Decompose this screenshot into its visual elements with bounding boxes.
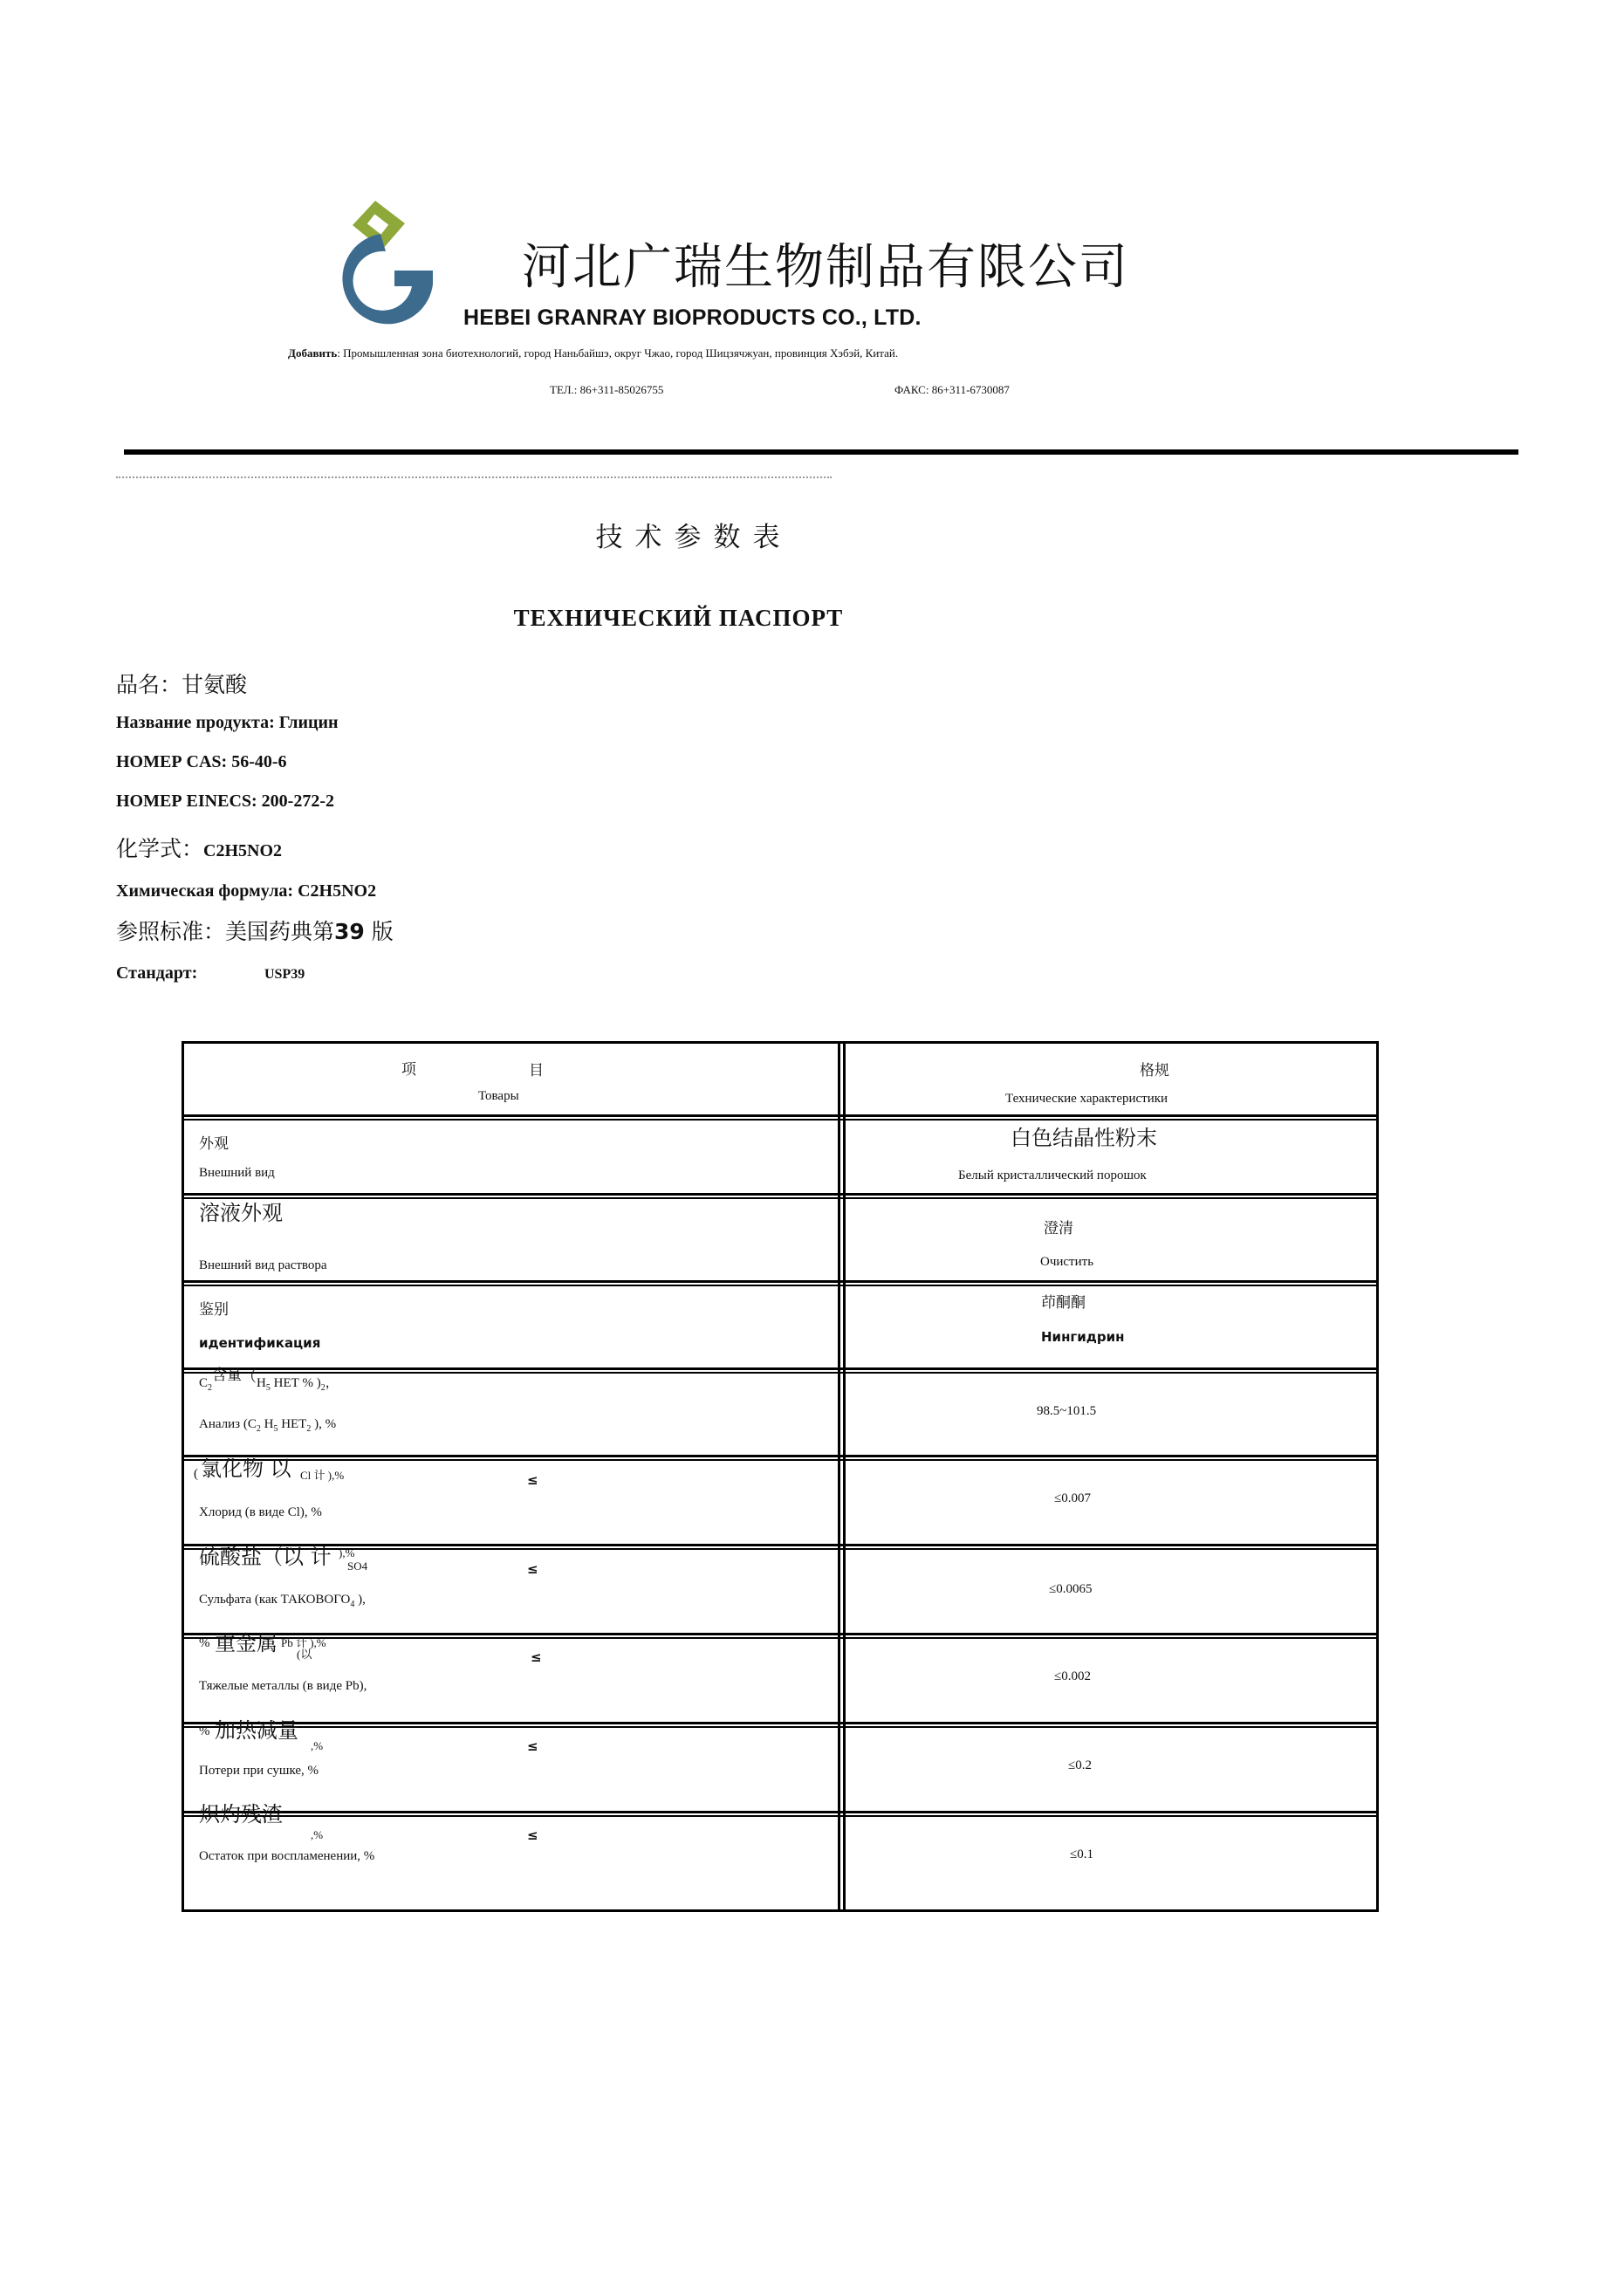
assay-ru-sub-1: 2 <box>256 1424 261 1434</box>
assay-c: C <box>199 1376 209 1390</box>
row-separator <box>182 1815 1379 1817</box>
row-separator <box>182 1285 1379 1286</box>
assay-ru-tail: НЕТ <box>278 1417 307 1431</box>
formula-cn <box>116 832 282 863</box>
row-separator <box>182 1197 1379 1199</box>
standard-ru-label: Стандарт: <box>116 963 198 983</box>
header-divider <box>124 449 1518 455</box>
row-appearance-spec-cn: 白色结晶性粉末 <box>1011 1126 1157 1150</box>
assay-ru-end: ), % <box>311 1417 337 1431</box>
assay-ru-text: Анализ (C <box>199 1417 257 1431</box>
row-lod-cn: 加热减量 <box>215 1718 298 1743</box>
standard-cn <box>116 915 394 946</box>
row-roi-cn: 炽灼残渣 <box>199 1802 283 1827</box>
row-roi-le: ≤ <box>527 1827 538 1843</box>
row-identification-cn: 鉴别 <box>199 1301 229 1319</box>
company-name-cn: 河北广瑞生物制品有限公司 <box>522 239 1129 296</box>
row-chloride-cn-suffix: Cl 计 ),% <box>300 1469 345 1482</box>
page-title-cn: 技术参数表 <box>595 522 792 553</box>
row-heavy-pre: % <box>199 1636 210 1650</box>
row-separator <box>182 1811 1379 1813</box>
row-separator <box>182 1280 1379 1283</box>
row-separator <box>182 1114 1379 1117</box>
row-roi-cn-suffix: ,% <box>311 1828 324 1841</box>
assay-ru-sub-3: 2 <box>306 1424 312 1434</box>
standard-cn-suffix: 版 <box>371 919 394 944</box>
logo-blue-g <box>342 234 433 324</box>
row-assay-cn <box>199 1369 339 1393</box>
row-lod-le: ≤ <box>527 1738 538 1754</box>
row-separator <box>182 1544 1379 1546</box>
standard-cn-label: 参照标准：美国药典第 <box>116 919 335 944</box>
row-sulfate-le: ≤ <box>527 1561 538 1577</box>
row-identification-spec-cn: 茚酮酮 <box>1041 1294 1086 1312</box>
header-dotted-divider <box>116 476 832 478</box>
chloride-open-paren: ( <box>194 1467 198 1481</box>
row-separator <box>182 1367 1379 1370</box>
row-solution-cn: 溶液外观 <box>199 1201 283 1225</box>
sulfate-ru-end: ), <box>354 1593 366 1607</box>
row-sulfate-cn-suffix: ),% <box>339 1546 355 1559</box>
column-divider <box>838 1041 840 1912</box>
row-separator <box>182 1637 1379 1639</box>
company-phone: ТЕЛ.: 86+311-85026755 <box>550 383 664 396</box>
row-chloride-cn: 氯化物 以 <box>201 1456 291 1481</box>
row-appearance-spec-ru: Белый кристаллический порошок <box>958 1169 1147 1182</box>
row-heavy-ru: Тяжелые металлы (в виде Pb), <box>199 1679 367 1693</box>
row-lod-ru: Потери при сушке, % <box>199 1764 319 1778</box>
product-name-cn: 品名：甘氨酸 <box>116 672 248 697</box>
company-logo <box>321 199 440 328</box>
row-separator <box>182 1119 1379 1121</box>
row-appearance-cn: 外观 <box>199 1135 229 1153</box>
address-text: : Промышленная зона биотехнологий, город Наньбайшэ, округ Чжао, город Шицзячжуан, провинция Хэбэй, Китай. <box>337 346 899 360</box>
sulfate-ru-sub: 4 <box>350 1600 355 1609</box>
row-assay-ru <box>199 1417 336 1434</box>
row-appearance-ru: Внешний вид <box>199 1166 275 1180</box>
row-heavy-le: ≤ <box>531 1649 542 1665</box>
formula-ru: Химическая формула: C2H5NO2 <box>116 881 377 901</box>
assay-label-cn: 含量 <box>212 1367 243 1384</box>
row-identification-spec-ru: Нингидрин <box>1041 1329 1125 1345</box>
row-sulfate-ru <box>199 1593 366 1609</box>
row-sulfate-cn: 硫酸盐（以 计 <box>199 1545 332 1569</box>
page-title-ru: ТЕХНИЧЕСКИЙ ПАСПОРТ <box>513 605 844 631</box>
assay-end: ， <box>325 1376 339 1390</box>
row-chloride-le: ≤ <box>527 1472 538 1488</box>
row-heavy-cn-suffix-2: (以 <box>297 1648 312 1661</box>
assay-open: （ <box>242 1368 257 1386</box>
row-solution-ru: Внешний вид раствора <box>199 1258 327 1272</box>
assay-ru-sub-2: 5 <box>273 1424 278 1434</box>
row-solution-spec-cn: 澄清 <box>1044 1220 1073 1237</box>
formula-cn-label: 化学式： <box>116 836 204 861</box>
row-heavy-cn: 重金属 <box>215 1631 278 1655</box>
address-label: Добавить <box>288 346 338 360</box>
assay-sub-3: 2 <box>320 1383 325 1393</box>
column-divider-inner <box>843 1041 846 1912</box>
row-separator <box>182 1455 1379 1457</box>
row-heavy-cn-suffix: Pb 计 ),% <box>281 1636 326 1649</box>
row-identification-ru: идентификация <box>199 1335 321 1351</box>
row-separator <box>182 1548 1379 1550</box>
company-name-en: HEBEI GRANRAY BIOPRODUCTS CO., LTD. <box>463 305 922 330</box>
assay-ru-h: H <box>260 1417 274 1431</box>
row-roi-value: ≤0.1 <box>1070 1847 1093 1861</box>
row-solution-spec-ru: Очистить <box>1040 1255 1094 1269</box>
row-roi-ru: Остаток при воспламенении, % <box>199 1849 375 1863</box>
cas-number: НОМЕР CAS: 56-40-6 <box>116 752 287 771</box>
header-item-ru: Товары <box>478 1089 519 1103</box>
standard-cn-num: 39 <box>334 919 365 944</box>
header-item-cn-2: 目 <box>529 1062 544 1079</box>
company-address <box>288 346 898 360</box>
formula-cn-value: C2H5NO2 <box>203 841 283 860</box>
product-name-ru: Название продукта: Глицин <box>116 713 339 732</box>
row-lod-pre: % <box>199 1724 210 1738</box>
row-lod-value: ≤0.2 <box>1068 1758 1092 1772</box>
header-spec-cn: 格规 <box>1140 1062 1169 1079</box>
row-sulfate-so4: SO4 <box>347 1559 368 1573</box>
company-fax: ФАКС: 86+311-6730087 <box>894 383 1010 396</box>
assay-h: H <box>257 1376 266 1390</box>
row-assay-value: 98.5~101.5 <box>1037 1404 1097 1418</box>
row-chloride-ru: Хлорид (в виде Cl), % <box>199 1505 322 1519</box>
header-item-cn-1: 项 <box>401 1061 416 1079</box>
row-sulfate-value: ≤0.0065 <box>1049 1582 1093 1596</box>
row-lod-cn-suffix: ,% <box>311 1739 324 1752</box>
assay-sub-1: 2 <box>208 1383 213 1393</box>
row-separator <box>182 1633 1379 1635</box>
spec-table <box>182 1041 1379 1912</box>
assay-sub-2: 5 <box>265 1383 271 1393</box>
sulfate-ru-text: Сульфата (как ТАКОВОГО <box>199 1593 351 1607</box>
row-separator <box>182 1722 1379 1724</box>
row-separator <box>182 1459 1379 1461</box>
row-chloride-value: ≤0.007 <box>1054 1491 1091 1505</box>
row-heavy-value: ≤0.002 <box>1054 1669 1091 1683</box>
header-spec-ru: Технические характеристики <box>1005 1092 1168 1106</box>
standard-ru-value: USP39 <box>264 967 305 982</box>
row-separator <box>182 1372 1379 1374</box>
row-separator <box>182 1193 1379 1196</box>
table-frame <box>182 1041 1379 1912</box>
row-separator <box>182 1726 1379 1728</box>
einecs-number: НОМЕР EINECS: 200-272-2 <box>116 792 334 811</box>
assay-tail: НЕТ % ) <box>273 1376 321 1390</box>
